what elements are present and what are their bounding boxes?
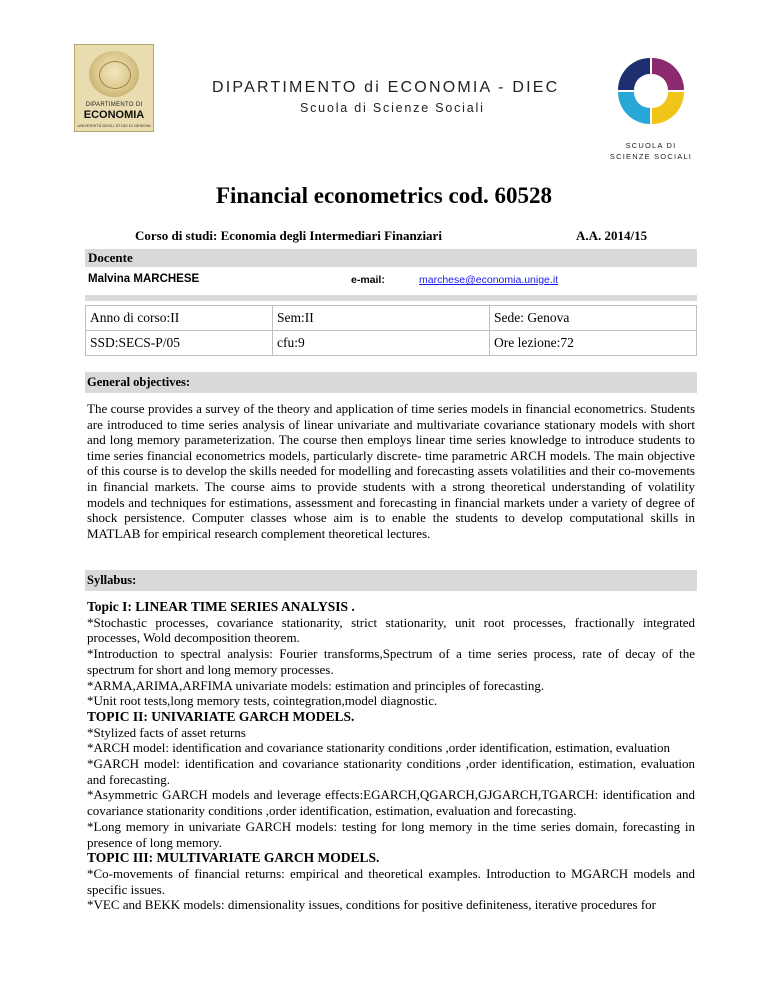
course-info-table (85, 305, 697, 356)
table-row (86, 306, 697, 331)
email-link[interactable]: marchese@economia.unige.it (419, 274, 559, 286)
department-logo (74, 44, 154, 132)
syllabus-item: *VEC and BEKK models: dimensionality issues, conditions for positive definiteness, iterative procedures for (87, 897, 657, 913)
email-label: e-mail: (351, 274, 385, 286)
cfu-cell: cfu:9 (273, 331, 490, 356)
department-name: DIPARTIMENTO di ECONOMIA - DIEC (212, 79, 560, 96)
course-name: Corso di studi: Economia degli Intermediari Finanziari (135, 228, 442, 243)
separator-bar (85, 295, 697, 301)
syllabus-item: *Long memory in univariate GARCH models: testing for long memory in the time series domain, forecasting in presence of long memory. (87, 818, 695, 850)
syllabus-item: *ARMA,ARIMA,ARFIMA univariate models: estimation and principles of forecasting. (87, 677, 545, 693)
objectives-label: General objectives: (87, 375, 191, 389)
syllabus-item: *ARCH model: identification and covariance stationarity conditions ,order identification, estimation, evaluation (87, 740, 671, 756)
school-logo-text (596, 140, 706, 162)
logo-line-3: UNIVERSITÀ DEGLI STUDI DI GENOVA (77, 123, 151, 128)
syllabus-list (87, 599, 695, 913)
sem-cell: Sem:II (273, 306, 490, 331)
objectives-text: The course provides a survey of the theory and application of time series models in financial econometrics. Students are introduced to time series analysis of linear univariate and multivariate covariance stationary models with short and long memory parameterization. The course then employs linear time series knowledge to introduce students to time series financial econometrics models, particularly discrete- time parametric ARCH models. The main objective of this course is to develop the skills needed for modelling and forecasting assets volatilities and their co-movements in financial markets. The course aims to provide students with a strong theoretical understanding of volatility models and techniques for estimations, assessment and forecasting in financial markets under a variety of degree of shock persistence. Computer classes whose aim is to enable the students to develop computational skills in MATLAB for empirical research complement theoretical lectures. (87, 401, 695, 541)
school-logo-line-1: SCUOLA DI (625, 141, 677, 150)
syllabus-header-bar (85, 570, 697, 591)
syllabus-item: *Unit root tests,long memory tests, cointegration,model diagnostic. (87, 693, 438, 709)
syllabus-label: Syllabus: (87, 573, 137, 587)
school-logo-icon (608, 50, 692, 132)
school-name: Scuola di Scienze Sociali (300, 101, 485, 115)
page-title: Financial econometrics cod. 60528 (215, 183, 552, 208)
syllabus-item: *Stochastic processes, covariance stationarity, strict stationarity, unit root processes, fractionally integrated processes, Wold decomposition theorem. (87, 614, 695, 646)
docente-header-bar (85, 249, 697, 267)
ore-cell: Ore lezione:72 (490, 331, 697, 356)
anno-cell: Anno di corso:II (86, 306, 273, 331)
seal-icon (89, 51, 139, 97)
syllabus-item: *Co-movements of financial returns: empirical and theoretical examples. Introduction to MGARCH models and specific issues. (87, 865, 695, 897)
syllabus-topic: TOPIC II: UNIVARIATE GARCH MODELS. (87, 708, 355, 724)
syllabus-item: *GARCH model: identification and covariance stationarity conditions ,order identification, estimation, evaluation and forecasting. (87, 756, 695, 787)
table-row (86, 331, 697, 356)
ssd-cell: SSD:SECS-P/05 (86, 331, 273, 356)
logo-line-2: ECONOMIA (83, 109, 145, 121)
teacher-name: Malvina MARCHESE (88, 273, 200, 285)
syllabus-item: *Stylized facts of asset returns (87, 724, 246, 740)
sede-cell: Sede: Genova (490, 306, 697, 331)
syllabus-item: *Introduction to spectral analysis: Fourier transforms,Spectrum of a time series process, rate of decay of the spectrum for short and long memory processes. (87, 646, 695, 677)
docente-label: Docente (88, 250, 133, 265)
logo-line-1: DIPARTIMENTO DI (85, 102, 143, 108)
syllabus-topic: Topic I: LINEAR TIME SERIES ANALYSIS . (87, 599, 355, 614)
syllabus-topic: TOPIC III: MULTIVARIATE GARCH MODELS. (87, 850, 380, 866)
school-logo-line-2: SCIENZE SOCIALI (609, 152, 693, 161)
syllabus-item: *Asymmetric GARCH models and leverage effects:EGARCH,QGARCH,GJGARCH,TGARCH: identification and covariance stationarity conditions ,order identification, estimation, evaluation and forecasting. (87, 787, 695, 819)
academic-year: A.A. 2014/15 (576, 228, 648, 243)
